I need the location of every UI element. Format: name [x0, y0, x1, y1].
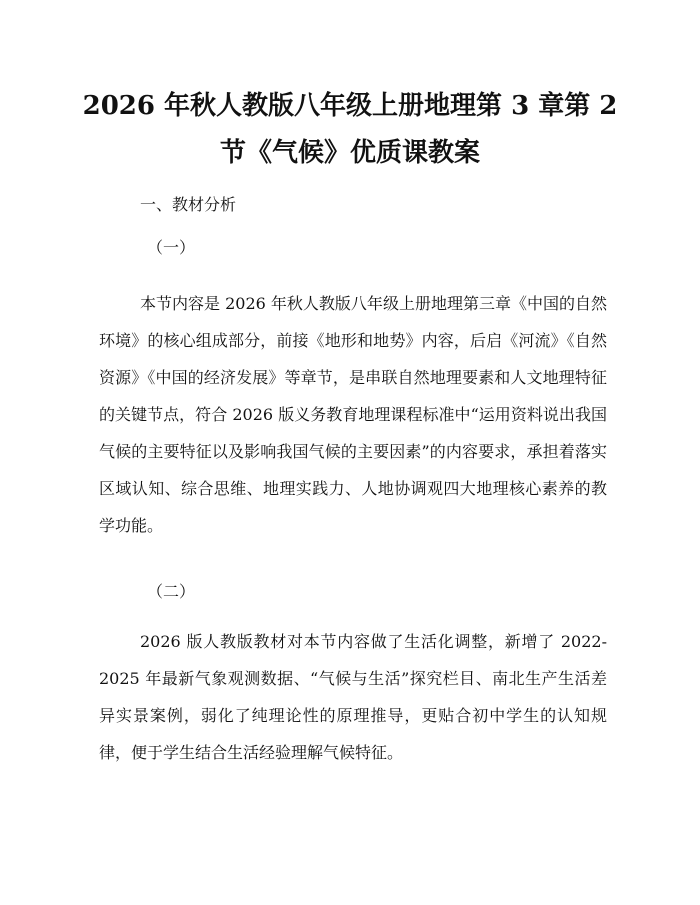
- paragraph-1: 本节内容是 2026 年秋人教版八年级上册地理第三章《中国的自然环境》的核心组成部分，前接《地形和地势》内容，后启《河流》《自然资源》《中国的经济发展》等章节，是串联自然地理要素和人文地理特征的关键节点，符合 2026 版义务教育地理课程标准中“运用资料说出我国气候的主要特征以及影响我国气候的主要因素”的内容要求，承担着落实区域认知、综合思维、地理实践力、人地协调观四大地理核心素养的教学功能。: [99, 294, 607, 535]
- document-title-line-2: 节《气候》优质课教案: [219, 138, 480, 168]
- section-heading-textbook-analysis: 一、教材分析: [140, 195, 237, 214]
- paragraph-2: 2026 版人教版教材对本节内容做了生活化调整，新增了 2022-2025 年最新气象观测数据、“气候与生活”探究栏目、南北生产生活差异实景案例，弱化了纯理论性的原理推导，更贴合初中学生的认知规律，便于学生结合生活经验理解气候特征。: [99, 632, 607, 762]
- subsection-label-1: （一）: [147, 238, 196, 257]
- subsection-label-2: （二）: [147, 582, 196, 601]
- document-title-line-1: 2026 年秋人教版八年级上册地理第 3 章第 2: [82, 91, 618, 121]
